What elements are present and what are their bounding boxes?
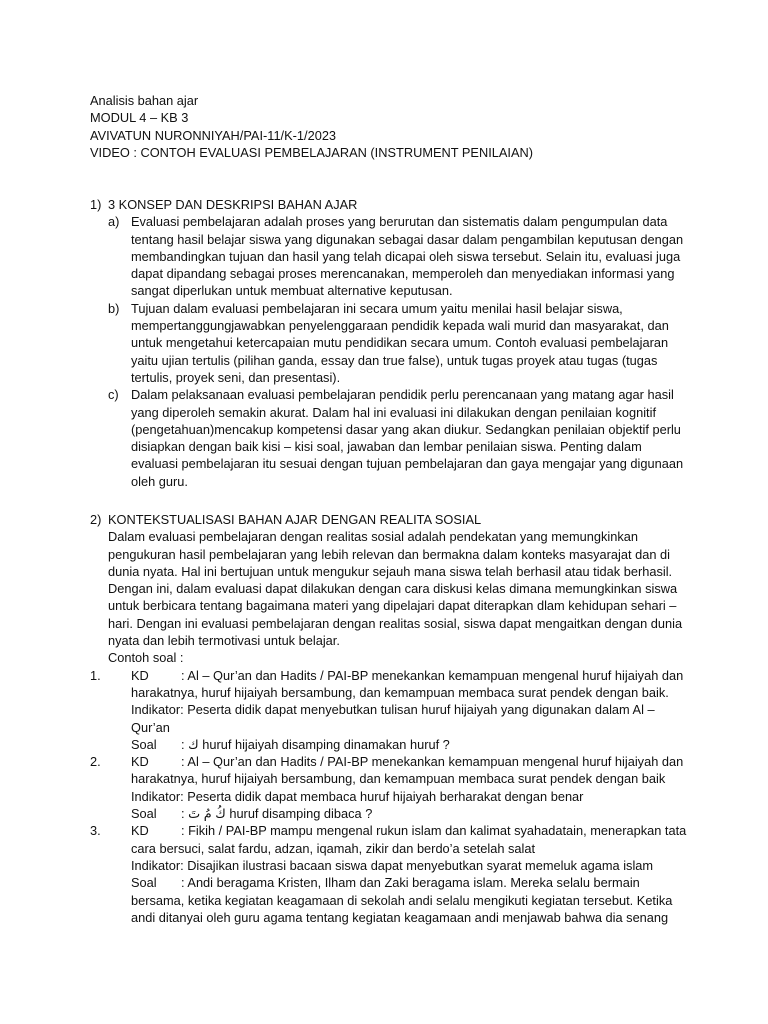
- document-header: [90, 92, 730, 161]
- example-2-soal-label: Soal: [131, 806, 157, 822]
- example-2-soal-text: : كُ مُ تَ huruf disamping dibaca ?: [181, 806, 373, 822]
- list-item-a-text: Evaluasi pembelajaran adalah proses yang berurutan dan sistematis dalam pengumpulan data tentang hasil belajar siswa yang digunakan sebagai dasar dalam pengambilan keputusan dengan membandingkan tujuan dan hasil yang telah dicapai oleh siswa tersebut. Selain itu, evaluasi juga dapat dipandang sebagai proses merencanakan, memperoleh dan menyediakan informasi yang sangat diperlukan untuk membuat alternative keputusan.: [131, 214, 684, 299]
- example-list: [90, 667, 690, 926]
- example-1-kd-label: KD: [131, 667, 149, 683]
- example-3-kd-text: : Fikih / PAI-BP mampu mengenal rukun islam dan kalimat syahadatain, menerapkan tata cara bersuci, salat fardu, adzan, iqamah, zikir dan berdo’a setelah salat: [131, 823, 687, 856]
- example-3-soal: [131, 874, 690, 926]
- example-2-kd: [131, 753, 690, 788]
- list-item-b-text: Tujuan dalam evaluasi pembelajaran ini secara umum yaitu menilai hasil belajar siswa, mempertanggungjawabkan penyelenggaraan pendidik kepada wali murid dan masyarakat, dan untuk mengetahui ketercapaian mutu pendidikan secara umum. Contoh evaluasi pembelajaran yaitu ujian tertulis (pilihan ganda, essay dan true false), untuk tugas proyek atau tugas (tugas tertulis, proyek seni, dan presentasi).: [131, 300, 669, 385]
- section-2-heading: [90, 511, 690, 528]
- example-2-kd-label: KD: [131, 754, 149, 770]
- example-3-number: 3.: [90, 823, 101, 839]
- section-2-title: KONTEKSTUALISASI BAHAN AJAR DENGAN REALITA SOSIAL: [108, 512, 482, 527]
- example-item-2: [90, 753, 690, 822]
- section-2-number: 2): [90, 512, 102, 527]
- contoh-soal-label: Contoh soal :: [108, 650, 184, 666]
- example-1-kd: [131, 667, 690, 702]
- list-item-c: [108, 386, 690, 490]
- header-line-1: Analisis bahan ajar: [90, 93, 199, 108]
- example-1-soal-text: : ك huruf hijaiyah disamping dinamakan huruf ?: [181, 736, 450, 752]
- example-3-kd: [131, 822, 690, 857]
- example-2-indikator: Indikator: Peserta didik dapat membaca huruf hijaiyah berharakat dengan benar: [131, 788, 584, 804]
- section-1-number: 1): [90, 197, 102, 212]
- list-item-c-mark: c): [108, 387, 119, 403]
- list-item-a-mark: a): [108, 214, 120, 230]
- section-1: [90, 196, 690, 490]
- example-3-indikator: Indikator: Disajikan ilustrasi bacaan siswa dapat menyebutkan syarat memeluk agama islam: [131, 857, 654, 873]
- example-3-soal-label: Soal: [131, 875, 157, 891]
- header-line-3: AVIVATUN NURONNIYAH/PAI-11/K-1/2023: [90, 127, 337, 143]
- section-2-paragraph: [108, 528, 690, 666]
- example-1-number: 1.: [90, 667, 101, 683]
- example-item-1: [90, 667, 690, 753]
- section-1-list: [108, 213, 690, 490]
- section-1-title: 3 KONSEP DAN DESKRIPSI BAHAN AJAR: [108, 197, 358, 212]
- example-2-soal: [131, 805, 690, 822]
- section-1-heading: [90, 196, 690, 213]
- list-item-a: [108, 213, 690, 299]
- example-item-3: [90, 822, 690, 926]
- example-3-soal-text: : Andi beragama Kristen, Ilham dan Zaki beragama islam. Mereka selalu bermain bersama, ketika kegiatan keagamaan di sekolah andi selalu mengikuti kegiatan tersebut. Ketika andi ditanyai oleh guru agama tentang kegiatan keagamaan andi menjawab bahwa dia senang: [131, 875, 673, 925]
- example-2-kd-text: : Al – Qur’an dan Hadits / PAI-BP menekankan kemampuan mengenal huruf hijaiyah dan harakatnya, huruf hijaiyah bersambung, dan kemampuan membaca surat pendek dengan baik: [131, 754, 684, 787]
- list-item-b-mark: b): [108, 300, 120, 316]
- section-2: [90, 511, 690, 926]
- example-3-kd-label: KD: [131, 823, 149, 839]
- section-2-body: Dalam evaluasi pembelajaran dengan realitas sosial adalah pendekatan yang memungkinkan pengukuran hasil pembelajaran yang lebih relevan dan bermakna dalam konteks masyarajat dan di dunia nyata. Hal ini bertujuan untuk mengukur sejauh mana siswa telah berhasil atau tidak berhasil. Dengan ini, dalam evaluasi dapat dilakukan dengan cara diskusi kelas dimana memungkinkan siswa untuk berbicara tentang bagaimana materi yang dipelajari dapat diterapkan dlam kehidupan sehari – hari. Dengan ini evaluasi pembelajaran dengan realitas sosial, siswa dapat mengaitkan dengan dunia nyata dan lebih termotivasi untuk belajar.: [108, 529, 683, 649]
- header-line-4: VIDEO : CONTOH EVALUASI PEMBELAJARAN (INSTRUMENT PENILAIAN): [90, 144, 534, 160]
- example-1-kd-text: : Al – Qur’an dan Hadits / PAI-BP menekankan kemampuan mengenal huruf hijaiyah dan harakatnya, huruf hijaiyah bersambung, dan kemampuan membaca surat pendek dengan baik.: [131, 667, 684, 700]
- list-item-c-text: Dalam pelaksanaan evaluasi pembelajaran pendidik perlu perencanaan yang matang agar hasil yang diperoleh semakin akurat. Dalam hal ini evaluasi ini dilakukan dengan penilaian kognitif (pengetahuan)mencakup kompetensi dasar yang akan diukur. Sedangkan penilaian objektif perlu disiapkan dengan baik kisi – kisi soal, jawaban dan lembar penilaian siswa. Penting dalam evaluasi pembelajaran itu sesuai dengan tujuan pembelajaran dan gaya mengajar yang digunaan oleh guru.: [131, 387, 684, 489]
- header-line-2: MODUL 4 – KB 3: [90, 110, 189, 126]
- list-item-b: [108, 300, 690, 386]
- example-2-number: 2.: [90, 754, 101, 770]
- example-1-indikator: Indikator: Peserta didik dapat menyebutkan tulisan huruf hijaiyah yang digunakan dalam Al – Qur’an: [131, 702, 655, 735]
- example-1-soal: [131, 736, 690, 753]
- example-1-soal-label: Soal: [131, 736, 157, 752]
